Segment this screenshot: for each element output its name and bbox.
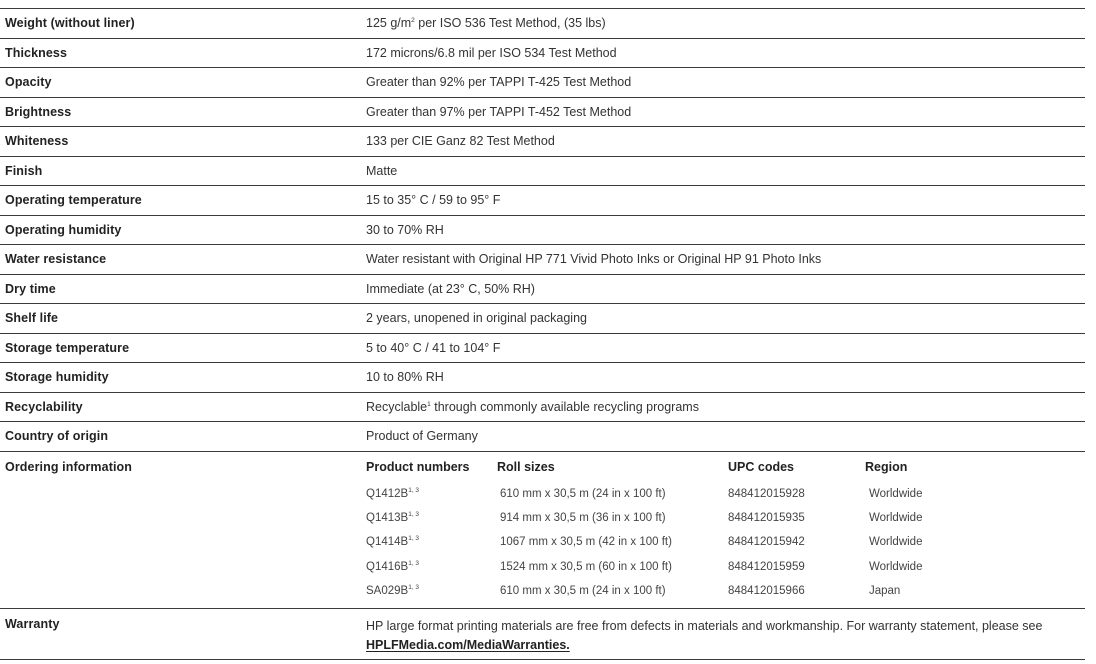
warranty-statement: HP large format printing materials are free from defects in materials and workmanship. For warranty statement, please see: [366, 618, 1043, 633]
region: Worldwide: [869, 536, 923, 549]
spec-value-main: Recyclable: [366, 399, 428, 414]
spec-label: Dry time: [5, 281, 56, 296]
upc-code: 848412015966: [728, 585, 805, 598]
product-number: [366, 488, 497, 500]
spec-label: Thickness: [5, 45, 68, 60]
region: Worldwide: [869, 560, 923, 573]
spec-value: Greater than 92% per TAPPI T-425 Test Method: [366, 75, 632, 90]
spec-label: Storage humidity: [5, 370, 109, 385]
spec-value: Product of Germany: [366, 429, 478, 444]
warranty-text: [361, 609, 1085, 655]
superscript: 1, 3: [408, 486, 420, 494]
product-number: [366, 512, 497, 524]
spec-label: Whiteness: [5, 134, 69, 149]
spec-value: Greater than 97% per TAPPI T-452 Test Method: [366, 104, 632, 119]
superscript: 1, 3: [408, 584, 420, 592]
ordering-table: [361, 452, 1085, 604]
roll-size: 610 mm x 30,5 m (24 in x 100 ft): [500, 487, 666, 500]
warranty-row: [0, 608, 1085, 660]
spec-value: Matte: [366, 163, 398, 178]
table-row: [366, 482, 1085, 506]
spec-row-water-resistance: [0, 244, 1085, 274]
spec-row-finish: [0, 156, 1085, 186]
spec-value: 5 to 40° C / 41 to 104° F: [366, 340, 501, 355]
spec-label: Operating temperature: [5, 193, 142, 208]
ordering-table-header: [366, 452, 1085, 482]
spec-row-brightness: [0, 97, 1085, 127]
spec-row-country-of-origin: [0, 421, 1085, 451]
superscript: 1, 3: [408, 535, 420, 543]
spec-label: Storage temperature: [5, 340, 130, 355]
header-upc-codes: UPC codes: [728, 459, 794, 474]
spec-value-rest: through commonly available recycling programs: [430, 399, 699, 414]
region: Worldwide: [869, 487, 923, 500]
table-row: [366, 530, 1085, 554]
spec-value: 30 to 70% RH: [366, 222, 444, 237]
spec-label: Warranty: [5, 616, 60, 631]
spec-label: Shelf life: [5, 311, 59, 326]
spec-table: [0, 8, 1085, 660]
upc-code: 848412015928: [728, 487, 805, 500]
upc-code: 848412015959: [728, 560, 805, 573]
header-roll-sizes: Roll sizes: [497, 459, 555, 474]
spec-label: Finish: [5, 163, 43, 178]
spec-label: Weight (without liner): [5, 16, 135, 31]
product-number-text: SA029B: [366, 585, 409, 598]
region: Worldwide: [869, 512, 923, 525]
spec-row-shelf-life: [0, 303, 1085, 333]
spec-row-storage-temperature: [0, 333, 1085, 363]
region: Japan: [869, 585, 901, 598]
product-number: [366, 585, 497, 597]
spec-value: 2 years, unopened in original packaging: [366, 311, 587, 326]
spec-row-operating-temperature: [0, 185, 1085, 215]
spec-value: 172 microns/6.8 mil per ISO 534 Test Method: [366, 45, 617, 60]
roll-size: 1524 mm x 30,5 m (60 in x 100 ft): [500, 560, 672, 573]
product-number-text: Q1412B: [366, 487, 409, 500]
spec-value-rest: per ISO 536 Test Method, (35 lbs): [414, 16, 606, 31]
roll-size: 610 mm x 30,5 m (24 in x 100 ft): [500, 585, 666, 598]
superscript: 1, 3: [408, 511, 420, 519]
header-product-numbers: Product numbers: [366, 459, 470, 474]
spec-row-whiteness: [0, 126, 1085, 156]
spec-label: Recyclability: [5, 399, 83, 414]
spec-label: Country of origin: [5, 429, 109, 444]
product-number: [366, 536, 497, 548]
spec-value: 15 to 35° C / 59 to 95° F: [366, 193, 501, 208]
spec-label: Operating humidity: [5, 222, 122, 237]
roll-size: 1067 mm x 30,5 m (42 in x 100 ft): [500, 536, 672, 549]
superscript: 1: [427, 400, 431, 408]
product-number-text: Q1413B: [366, 512, 409, 525]
spec-value-main: 125 g/m: [366, 16, 412, 31]
roll-size: 914 mm x 30,5 m (36 in x 100 ft): [500, 512, 666, 525]
table-row: [366, 555, 1085, 579]
table-row: [366, 579, 1085, 603]
superscript: 1, 3: [408, 560, 420, 568]
spec-label: Opacity: [5, 75, 52, 90]
table-row: [366, 506, 1085, 530]
spec-value: Immediate (at 23° C, 50% RH): [366, 281, 535, 296]
spec-row-storage-humidity: [0, 362, 1085, 392]
spec-row-opacity: [0, 67, 1085, 97]
spec-label: Water resistance: [5, 252, 107, 267]
spec-label: Ordering information: [5, 459, 132, 474]
spec-value: [361, 16, 1085, 30]
upc-code: 848412015942: [728, 536, 805, 549]
spec-row-weight: [0, 8, 1085, 38]
header-region: Region: [865, 459, 908, 474]
warranty-link[interactable]: HPLFMedia.com/MediaWarranties.: [366, 637, 570, 652]
product-number-text: Q1416B: [366, 560, 409, 573]
spec-value: Water resistant with Original HP 771 Vivid Photo Inks or Original HP 91 Photo Inks: [366, 252, 822, 267]
spec-row-thickness: [0, 38, 1085, 68]
spec-row-recyclability: [0, 392, 1085, 422]
spec-label: Brightness: [5, 104, 72, 119]
ordering-information-row: [0, 451, 1085, 608]
spec-value: [361, 400, 1085, 414]
spec-value: 10 to 80% RH: [366, 370, 444, 385]
spec-row-dry-time: [0, 274, 1085, 304]
product-number-text: Q1414B: [366, 536, 409, 549]
spec-row-operating-humidity: [0, 215, 1085, 245]
superscript: 2: [411, 17, 415, 25]
spec-value: 133 per CIE Ganz 82 Test Method: [366, 134, 555, 149]
product-number: [366, 561, 497, 573]
upc-code: 848412015935: [728, 512, 805, 525]
